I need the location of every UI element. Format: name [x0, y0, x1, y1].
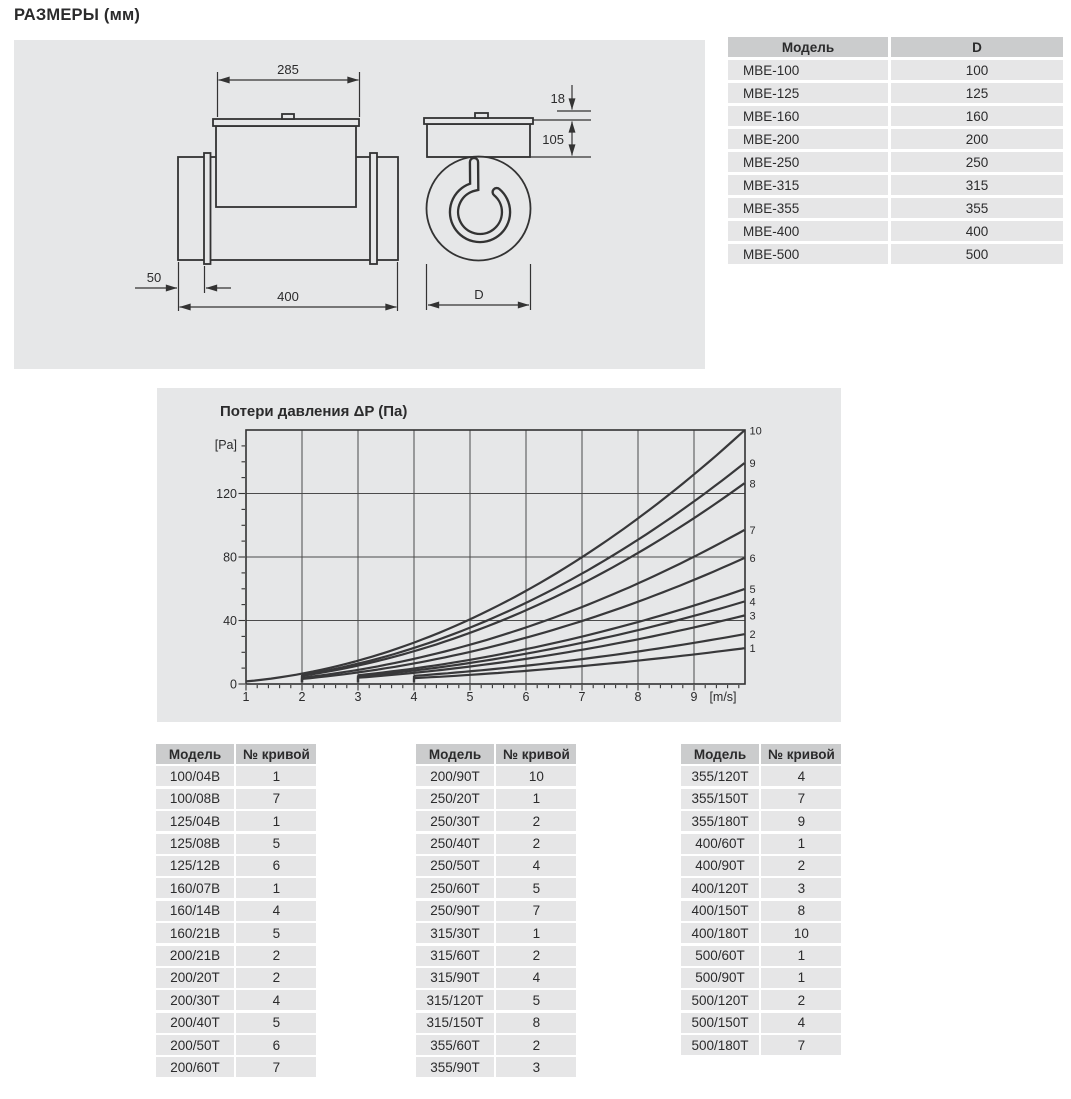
- curve-table-3: [681, 744, 841, 1055]
- model-cell: 400/150Т: [681, 901, 759, 921]
- value-cell: 3: [496, 1057, 576, 1077]
- y-tick-label: 40: [223, 614, 237, 628]
- x-tick-label: 6: [522, 690, 530, 704]
- model-cell: МВЕ-400: [728, 221, 888, 241]
- model-cell: МВЕ-100: [728, 60, 888, 80]
- model-cell: 315/30Т: [416, 923, 494, 943]
- value-cell: 1: [761, 946, 841, 966]
- curve-10: [246, 430, 744, 681]
- value-cell: 8: [496, 1013, 576, 1033]
- model-cell: МВЕ-355: [728, 198, 888, 218]
- model-cell: 315/150Т: [416, 1013, 494, 1033]
- terminal-box: [216, 126, 356, 207]
- page-title: РАЗМЕРЫ (мм): [14, 6, 141, 24]
- value-cell: 500: [891, 244, 1063, 264]
- model-cell: 200/40Т: [156, 1013, 234, 1033]
- model-cell: 250/50Т: [416, 856, 494, 876]
- dim-flange-offset: [135, 262, 231, 311]
- model-cell: 315/90Т: [416, 968, 494, 988]
- curve-label: 5: [749, 584, 756, 597]
- x-tick-label: 8: [634, 690, 642, 704]
- value-cell: 160: [891, 106, 1063, 126]
- curve-label: 8: [749, 478, 756, 491]
- chart-curves: [246, 425, 762, 682]
- value-cell: 125: [891, 83, 1063, 103]
- x-tick-label: 1: [242, 690, 250, 704]
- dim-length: [180, 262, 398, 311]
- curve-label: 6: [749, 553, 756, 565]
- lid-handle: [282, 114, 294, 119]
- curve-table-1: [156, 744, 316, 1077]
- x-tick-label: 5: [466, 690, 474, 704]
- duct-flange-right: [370, 153, 377, 264]
- chart-ticks: [239, 446, 739, 691]
- model-cell: 250/20Т: [416, 789, 494, 809]
- front-lid-handle: [475, 113, 488, 118]
- value-cell: 6: [236, 1035, 316, 1055]
- value-cell: 3: [761, 878, 841, 898]
- dim-lid-height: [551, 85, 591, 111]
- model-cell: 400/60Т: [681, 834, 759, 854]
- curve-9: [302, 463, 744, 675]
- value-cell: 10: [761, 923, 841, 943]
- model-cell: 355/150Т: [681, 789, 759, 809]
- curve-4: [358, 602, 744, 677]
- chart-title: Потери давления ΔP (Па): [220, 403, 408, 420]
- value-cell: 100: [891, 60, 1063, 80]
- model-cell: 500/120Т: [681, 990, 759, 1010]
- value-cell: 4: [236, 901, 316, 921]
- model-cell: 355/60Т: [416, 1035, 494, 1055]
- value-cell: 2: [761, 990, 841, 1010]
- value-cell: 4: [496, 968, 576, 988]
- column-header: D: [891, 37, 1063, 57]
- value-cell: 7: [761, 789, 841, 809]
- model-cell: 125/04В: [156, 811, 234, 831]
- model-cell: 160/07В: [156, 878, 234, 898]
- value-cell: 5: [496, 878, 576, 898]
- curve-label: 10: [749, 425, 762, 438]
- value-cell: 1: [761, 968, 841, 988]
- model-cell: 500/60Т: [681, 946, 759, 966]
- value-cell: 5: [236, 1013, 316, 1033]
- value-cell: 2: [236, 946, 316, 966]
- dimensions-diagram: [14, 40, 705, 369]
- x-tick-label: 9: [690, 690, 698, 704]
- value-cell: 1: [761, 834, 841, 854]
- curve-label: 4: [749, 596, 756, 609]
- model-cell: 250/40Т: [416, 834, 494, 854]
- model-cell: 315/60Т: [416, 946, 494, 966]
- value-cell: 7: [236, 789, 316, 809]
- model-cell: 160/21В: [156, 923, 234, 943]
- column-header: Модель: [681, 744, 759, 764]
- duct-flange-left: [204, 153, 211, 264]
- x-tick-label: 7: [578, 690, 586, 704]
- value-cell: 7: [761, 1035, 841, 1055]
- column-header: № кривой: [496, 744, 576, 764]
- model-cell: 200/30Т: [156, 990, 234, 1010]
- value-cell: 315: [891, 175, 1063, 195]
- model-cell: 100/08В: [156, 789, 234, 809]
- model-cell: 355/90Т: [416, 1057, 494, 1077]
- model-cell: 400/180Т: [681, 923, 759, 943]
- model-cell: 250/60Т: [416, 878, 494, 898]
- dimension-label-400: 400: [277, 289, 299, 304]
- front-lid: [424, 118, 533, 124]
- value-cell: 2: [496, 834, 576, 854]
- dimension-label-105: 105: [542, 132, 564, 147]
- value-cell: 1: [236, 878, 316, 898]
- curve-label: 3: [749, 610, 756, 623]
- curve-label: 2: [749, 629, 756, 642]
- model-cell: 500/150Т: [681, 1013, 759, 1033]
- column-header: Модель: [156, 744, 234, 764]
- front-box: [427, 124, 530, 157]
- model-cell: МВЕ-200: [728, 129, 888, 149]
- value-cell: 250: [891, 152, 1063, 172]
- value-cell: 4: [761, 1013, 841, 1033]
- model-cell: 200/21В: [156, 946, 234, 966]
- pressure-loss-chart-panel: [157, 388, 841, 722]
- value-cell: 5: [496, 990, 576, 1010]
- model-cell: МВЕ-160: [728, 106, 888, 126]
- model-cell: 200/50Т: [156, 1035, 234, 1055]
- dim-top-width: [218, 62, 360, 117]
- model-cell: 400/90Т: [681, 856, 759, 876]
- value-cell: 7: [236, 1057, 316, 1077]
- model-cell: МВЕ-500: [728, 244, 888, 264]
- value-cell: 1: [496, 789, 576, 809]
- curve-label: 9: [749, 458, 756, 471]
- value-cell: 2: [496, 1035, 576, 1055]
- model-cell: 200/20Т: [156, 968, 234, 988]
- x-tick-label: 3: [354, 690, 362, 704]
- value-cell: 6: [236, 856, 316, 876]
- value-cell: 1: [236, 766, 316, 786]
- model-cell: 500/180Т: [681, 1035, 759, 1055]
- curve-label: 1: [749, 643, 756, 656]
- dimension-label-285: 285: [277, 62, 299, 77]
- model-cell: 500/90Т: [681, 968, 759, 988]
- value-cell: 2: [761, 856, 841, 876]
- value-cell: 4: [761, 766, 841, 786]
- y-tick-label: 120: [216, 487, 237, 501]
- value-cell: 10: [496, 766, 576, 786]
- model-cell: 125/12В: [156, 856, 234, 876]
- value-cell: 200: [891, 129, 1063, 149]
- model-cell: 355/180Т: [681, 811, 759, 831]
- front-view: [424, 85, 591, 310]
- dimension-label-50: 50: [146, 270, 162, 285]
- column-header: № кривой: [761, 744, 841, 764]
- value-cell: 8: [761, 901, 841, 921]
- model-cell: 100/04В: [156, 766, 234, 786]
- model-cell: МВЕ-315: [728, 175, 888, 195]
- value-cell: 7: [496, 901, 576, 921]
- dimension-label-D: D: [474, 287, 484, 302]
- dimension-label-18: 18: [550, 91, 565, 106]
- value-cell: 1: [496, 923, 576, 943]
- value-cell: 5: [236, 834, 316, 854]
- x-tick-label: 4: [410, 690, 418, 704]
- dimensions-diagram-panel: [14, 40, 705, 369]
- chart-axis-labels: [215, 438, 737, 704]
- value-cell: 400: [891, 221, 1063, 241]
- column-header: № кривой: [236, 744, 316, 764]
- x-axis-unit-label: [m/s]: [709, 690, 737, 704]
- column-header: Модель: [416, 744, 494, 764]
- pressure-loss-chart: [157, 388, 841, 722]
- dim-box-height: [533, 120, 591, 156]
- model-cell: 355/120Т: [681, 766, 759, 786]
- model-cell: МВЕ-250: [728, 152, 888, 172]
- value-cell: 4: [236, 990, 316, 1010]
- value-cell: 2: [236, 968, 316, 988]
- model-cell: 400/120Т: [681, 878, 759, 898]
- y-tick-label: 0: [230, 677, 237, 692]
- value-cell: 9: [761, 811, 841, 831]
- value-cell: 4: [496, 856, 576, 876]
- terminal-box-lid: [213, 119, 359, 126]
- dim-diameter: [427, 264, 531, 310]
- value-cell: 5: [236, 923, 316, 943]
- model-table: [728, 37, 1063, 264]
- model-cell: МВЕ-125: [728, 83, 888, 103]
- x-tick-label: 2: [298, 690, 306, 704]
- model-cell: 250/30Т: [416, 811, 494, 831]
- model-cell: 200/60Т: [156, 1057, 234, 1077]
- value-cell: 2: [496, 811, 576, 831]
- column-header: Модель: [728, 37, 888, 57]
- curve-label: 7: [749, 525, 756, 537]
- model-cell: 250/90Т: [416, 901, 494, 921]
- curve-table-2: [416, 744, 576, 1077]
- model-cell: 200/90Т: [416, 766, 494, 786]
- model-cell: 160/14В: [156, 901, 234, 921]
- value-cell: 2: [496, 946, 576, 966]
- value-cell: 1: [236, 811, 316, 831]
- model-cell: 125/08В: [156, 834, 234, 854]
- y-tick-label: 80: [223, 550, 237, 565]
- model-cell: 315/120Т: [416, 990, 494, 1010]
- value-cell: 355: [891, 198, 1063, 218]
- y-axis-unit-label: [Pa]: [214, 438, 237, 452]
- side-view: [135, 62, 398, 311]
